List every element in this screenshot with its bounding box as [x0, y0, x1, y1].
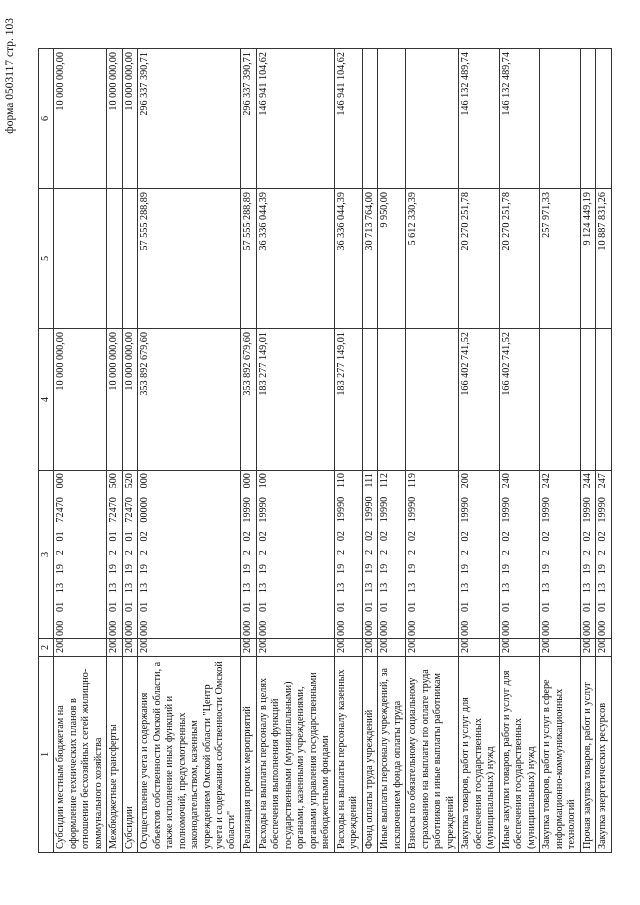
budget-code-parts: [582, 473, 594, 636]
table-row: [122, 49, 138, 853]
budget-code-part: 2: [407, 549, 419, 556]
budget-code-parts: [336, 473, 348, 636]
budget-code-part: 000: [541, 620, 553, 636]
budget-code-part: 000: [460, 620, 472, 636]
budget-code-part: 01: [139, 601, 151, 612]
budget-code-part: 000: [597, 620, 609, 636]
budget-code-part: 19: [379, 563, 391, 574]
budget-code-part: 000: [257, 620, 269, 636]
row-line-code: 200: [459, 639, 500, 657]
row-budget-code: [540, 471, 581, 639]
row-line-code: 200: [596, 639, 612, 657]
budget-code-part: 13: [55, 582, 67, 594]
expenditure-table: [38, 48, 612, 853]
budget-code-part: 000: [242, 620, 254, 636]
row-name: Иные выплаты персоналу учреждений, за исключением фонда оплаты труда: [378, 657, 406, 853]
budget-code-part: 119: [407, 473, 419, 488]
budget-code-part: 2: [500, 550, 512, 556]
row-name: Межбюджетные трансферты: [107, 657, 123, 853]
column-header: 5: [39, 189, 54, 329]
budget-code-part: 2: [363, 549, 375, 555]
budget-code-part: 19990: [335, 496, 347, 523]
budget-code-part: 01: [541, 601, 553, 612]
budget-code-part: 13: [363, 582, 375, 593]
row-line-code: 200: [580, 639, 596, 657]
budget-code-part: 01: [108, 601, 120, 612]
row-executed-amount: [107, 189, 123, 329]
budget-code-part: 19990: [597, 497, 609, 523]
row-budget-code: [596, 471, 612, 639]
row-name: Расходы на выплаты персоналу в целях обеспечения выполнения функций государственными (муниципальными) органами, казенными учреждениями, органами управления государственными внебюджетными фондами: [256, 657, 334, 853]
budget-code-parts: [460, 473, 472, 636]
row-name: Субсидии: [122, 657, 138, 853]
budget-code-part: 72470: [55, 497, 67, 523]
row-line-code: 200: [540, 639, 581, 657]
row-executed-amount: 10 887 831,26: [596, 189, 612, 329]
row-line-code: 200: [334, 639, 362, 657]
row-executed-amount: [122, 189, 138, 329]
row-unexecuted-amount: [378, 49, 406, 189]
budget-code-part: 200: [460, 473, 472, 489]
row-approved-amount: 353 892 679,60: [241, 329, 257, 471]
budget-code-part: 13: [108, 582, 120, 594]
row-executed-amount: 9 950,00: [378, 189, 406, 329]
budget-code-part: 000: [363, 620, 375, 636]
budget-code-part: 02: [335, 530, 347, 542]
budget-code-parts: [501, 473, 513, 636]
row-name: Расходы на выплаты персоналу казенных учреждений: [334, 657, 362, 853]
row-executed-amount: 5 612 330,39: [406, 189, 459, 329]
budget-code-part: 2: [379, 549, 391, 556]
budget-code-part: 247: [597, 473, 609, 489]
row-unexecuted-amount: 146 132 489,74: [499, 49, 540, 189]
row-line-code: 200: [406, 639, 459, 657]
budget-code-part: 00000: [139, 497, 151, 523]
budget-code-part: 19990: [242, 497, 254, 523]
budget-code-part: 01: [242, 601, 254, 612]
budget-code-part: 01: [55, 601, 67, 612]
budget-code-part: 01: [460, 601, 472, 612]
row-unexecuted-amount: [406, 49, 459, 189]
column-header: 4: [39, 329, 54, 471]
budget-code-part: 19990: [407, 496, 419, 523]
row-name: Прочая закупка товаров, работ и услуг: [580, 657, 596, 853]
budget-code-part: 000: [55, 473, 67, 489]
budget-code-part: 19990: [257, 497, 269, 523]
budget-code-part: 112: [379, 473, 391, 488]
budget-code-part: 244: [581, 473, 593, 489]
budget-code-part: 02: [257, 531, 269, 542]
column-header: 6: [39, 49, 54, 189]
table-row: [107, 49, 123, 853]
row-unexecuted-amount: 296 337 390,71: [138, 49, 241, 189]
row-unexecuted-amount: 146 132 489,74: [459, 49, 500, 189]
row-executed-amount: 20 270 251,78: [459, 189, 500, 329]
budget-code-part: 02: [139, 531, 151, 542]
row-approved-amount: [580, 329, 596, 471]
table-header-row: [39, 49, 54, 853]
row-unexecuted-amount: 10 000 000,00: [107, 49, 123, 189]
row-executed-amount: 9 124 449,19: [580, 189, 596, 329]
row-executed-amount: 57 555 288,89: [138, 189, 241, 329]
budget-code-part: 13: [581, 582, 593, 594]
budget-code-part: 19: [123, 564, 135, 575]
budget-code-part: 13: [139, 582, 151, 594]
row-line-code: 200: [362, 639, 378, 657]
budget-code-part: 13: [460, 582, 472, 594]
budget-code-part: 000: [123, 620, 135, 636]
row-name: Закупка товаров, работ и услуг для обеспечения государственных (муниципальных) нужд: [459, 657, 500, 853]
row-name: Фонд оплаты труда учреждений: [362, 657, 378, 853]
row-budget-code: [107, 471, 123, 639]
budget-code-part: 02: [407, 530, 419, 542]
budget-code-part: 01: [363, 601, 375, 612]
budget-code-part: 19: [242, 564, 254, 575]
budget-code-part: 02: [541, 531, 553, 542]
row-budget-code: [406, 471, 459, 639]
budget-code-part: 000: [379, 620, 391, 636]
table-row: [256, 49, 334, 853]
budget-code-part: 19: [407, 563, 419, 574]
budget-code-part: 19: [55, 564, 67, 575]
row-unexecuted-amount: [362, 49, 378, 189]
budget-code-part: 2: [335, 549, 347, 556]
row-line-code: 200: [138, 639, 241, 657]
row-executed-amount: [54, 189, 107, 329]
row-budget-code: [499, 471, 540, 639]
budget-code-part: 000: [55, 620, 67, 636]
budget-code-part: 19: [500, 564, 512, 575]
table-row: [406, 49, 459, 853]
row-unexecuted-amount: 296 337 390,71: [241, 49, 257, 189]
row-approved-amount: 10 000 000,00: [122, 329, 138, 471]
row-line-code: 200: [499, 639, 540, 657]
row-approved-amount: 10 000 000,00: [107, 329, 123, 471]
budget-code-part: 19990: [500, 497, 512, 523]
table-row: [459, 49, 500, 853]
budget-code-parts: [364, 473, 376, 636]
row-unexecuted-amount: [580, 49, 596, 189]
row-budget-code: [241, 471, 257, 639]
budget-code-part: 242: [541, 473, 553, 489]
row-name: Закупка товаров, работ и услуг в сфере информационно-коммуникационных технологий: [540, 657, 581, 853]
budget-code-part: 02: [581, 531, 593, 542]
row-executed-amount: 30 713 764,00: [362, 189, 378, 329]
budget-code-part: 2: [581, 550, 593, 556]
row-approved-amount: [596, 329, 612, 471]
row-executed-amount: 20 270 251,78: [499, 189, 540, 329]
row-approved-amount: 10 000 000,00: [54, 329, 107, 471]
budget-code-parts: [124, 473, 136, 636]
budget-code-part: 72470: [108, 497, 120, 523]
budget-code-part: 19990: [363, 496, 375, 522]
budget-code-part: 111: [363, 473, 375, 488]
budget-code-part: 02: [500, 531, 512, 542]
budget-code-part: 19990: [460, 497, 472, 523]
row-executed-amount: 257 971,33: [540, 189, 581, 329]
budget-code-part: 000: [581, 620, 593, 636]
row-budget-code: [580, 471, 596, 639]
budget-code-part: 2: [257, 550, 269, 556]
budget-code-part: 13: [242, 582, 254, 594]
row-approved-amount: [406, 329, 459, 471]
budget-code-part: 2: [55, 550, 67, 556]
budget-code-part: 01: [108, 531, 120, 542]
budget-code-part: 2: [139, 550, 151, 556]
budget-code-part: 2: [597, 550, 609, 556]
table-row: [334, 49, 362, 853]
budget-code-part: 01: [123, 531, 135, 542]
budget-code-part: 01: [500, 601, 512, 612]
row-line-code: 200: [256, 639, 334, 657]
budget-code-parts: [55, 473, 67, 636]
budget-code-part: 19: [257, 564, 269, 575]
table-row: [580, 49, 596, 853]
row-line-code: 200: [107, 639, 123, 657]
row-unexecuted-amount: 10 000 000,00: [122, 49, 138, 189]
budget-code-part: 500: [108, 473, 120, 489]
row-unexecuted-amount: 146 941 104,62: [334, 49, 362, 189]
row-unexecuted-amount: [540, 49, 581, 189]
row-approved-amount: [540, 329, 581, 471]
table-row: [596, 49, 612, 853]
budget-code-parts: [139, 473, 151, 636]
budget-code-part: 01: [123, 601, 135, 612]
row-approved-amount: [378, 329, 406, 471]
row-name: Осуществление учета и содержания объектов собственности Омской области, а также исполнение иных функций и полномочий, предусмотренных законодательством, казенным учреждением Омской области "Центр учета и содержания собственности Омской области": [138, 657, 241, 853]
row-name: Реализация прочих мероприятий: [241, 657, 257, 853]
budget-code-part: 240: [500, 473, 512, 489]
budget-code-parts: [242, 473, 254, 636]
table-row: [378, 49, 406, 853]
row-name: Закупка энергетических ресурсов: [596, 657, 612, 853]
row-line-code: 200: [378, 639, 406, 657]
budget-code-part: 2: [541, 550, 553, 556]
budget-code-part: 19: [597, 564, 609, 575]
budget-code-part: 110: [335, 473, 347, 488]
column-header: 2: [39, 639, 54, 657]
row-budget-code: [256, 471, 334, 639]
table-row: [138, 49, 241, 853]
budget-code-part: 13: [541, 582, 553, 594]
budget-code-parts: [258, 473, 270, 636]
budget-code-part: 19990: [581, 497, 593, 523]
row-approved-amount: 353 892 679,60: [138, 329, 241, 471]
table-row: [499, 49, 540, 853]
budget-code-part: 02: [379, 530, 391, 542]
budget-code-part: 19: [460, 564, 472, 575]
row-budget-code: [122, 471, 138, 639]
budget-code-part: 000: [139, 473, 151, 489]
budget-code-parts: [379, 473, 391, 636]
budget-code-part: 000: [108, 620, 120, 636]
row-line-code: 200: [54, 639, 107, 657]
row-executed-amount: 57 555 288,89: [241, 189, 257, 329]
budget-code-part: 13: [335, 582, 347, 593]
budget-code-part: 01: [335, 601, 347, 612]
row-name: Взносы по обязательному социальному страхованию на выплаты по оплате труда работников и иные выплаты работникам учреждений: [406, 657, 459, 853]
row-unexecuted-amount: [596, 49, 612, 189]
budget-code-parts: [108, 473, 120, 636]
row-line-code: 200: [241, 639, 257, 657]
budget-code-part: 2: [108, 550, 120, 556]
row-budget-code: [378, 471, 406, 639]
budget-code-part: 01: [597, 601, 609, 612]
budget-code-part: 13: [257, 582, 269, 594]
budget-code-part: 01: [581, 601, 593, 612]
row-approved-amount: 183 277 149,01: [334, 329, 362, 471]
row-budget-code: [334, 471, 362, 639]
budget-code-part: 01: [55, 531, 67, 542]
table-row: [241, 49, 257, 853]
budget-code-part: 000: [407, 620, 419, 636]
budget-code-part: 2: [242, 550, 254, 556]
budget-code-part: 72470: [123, 497, 135, 523]
row-budget-code: [459, 471, 500, 639]
budget-code-part: 2: [460, 550, 472, 556]
form-reference: форма 0503117 стр. 103: [4, 18, 16, 134]
budget-code-part: 01: [257, 601, 269, 612]
row-budget-code: [138, 471, 241, 639]
budget-code-part: 000: [139, 620, 151, 636]
row-budget-code: [362, 471, 378, 639]
budget-code-part: 02: [363, 530, 375, 541]
budget-code-part: 19990: [541, 497, 553, 523]
budget-code-part: 000: [500, 620, 512, 636]
budget-code-part: 000: [335, 620, 347, 636]
budget-code-part: 02: [597, 531, 609, 542]
budget-code-part: 02: [242, 531, 254, 542]
budget-code-part: 000: [242, 473, 254, 489]
row-executed-amount: 36 336 044,39: [256, 189, 334, 329]
budget-code-part: 02: [460, 531, 472, 542]
budget-code-part: 13: [500, 582, 512, 594]
column-header: 3: [39, 471, 54, 639]
budget-code-part: 19: [363, 563, 375, 574]
budget-code-part: 520: [123, 473, 135, 489]
column-header: 1: [39, 657, 54, 853]
budget-code-part: 19990: [379, 496, 391, 523]
table-row: [362, 49, 378, 853]
budget-code-part: 19: [108, 564, 120, 575]
budget-code-part: 100: [257, 473, 269, 489]
row-approved-amount: 183 277 149,01: [256, 329, 334, 471]
row-budget-code: [54, 471, 107, 639]
budget-code-part: 13: [379, 582, 391, 593]
row-name: Субсидии местным бюджетам на оформление технических планов в отношении бесхозяйных сетей жилищно-коммунального хозяйства: [54, 657, 107, 853]
budget-code-part: 19: [541, 564, 553, 575]
budget-code-parts: [407, 473, 419, 636]
row-approved-amount: [362, 329, 378, 471]
budget-code-part: 01: [407, 601, 419, 612]
budget-code-part: 19: [581, 564, 593, 575]
table-row: [54, 49, 107, 853]
row-line-code: 200: [122, 639, 138, 657]
budget-code-part: 01: [379, 601, 391, 612]
budget-code-part: 13: [597, 582, 609, 594]
budget-code-parts: [541, 473, 553, 636]
row-name: Иные закупки товаров, работ и услуг для обеспечения государственных (муниципальных) нужд: [499, 657, 540, 853]
row-approved-amount: 166 402 741,52: [459, 329, 500, 471]
row-unexecuted-amount: 146 941 104,62: [256, 49, 334, 189]
budget-code-part: 19: [139, 564, 151, 575]
budget-code-part: 13: [123, 582, 135, 594]
table-row: [540, 49, 581, 853]
budget-code-parts: [597, 473, 609, 636]
row-unexecuted-amount: 10 000 000,00: [54, 49, 107, 189]
row-executed-amount: 36 336 044,39: [334, 189, 362, 329]
budget-code-part: 2: [123, 550, 135, 556]
budget-code-part: 19: [335, 563, 347, 574]
budget-code-part: 13: [407, 582, 419, 593]
row-approved-amount: 166 402 741,52: [499, 329, 540, 471]
